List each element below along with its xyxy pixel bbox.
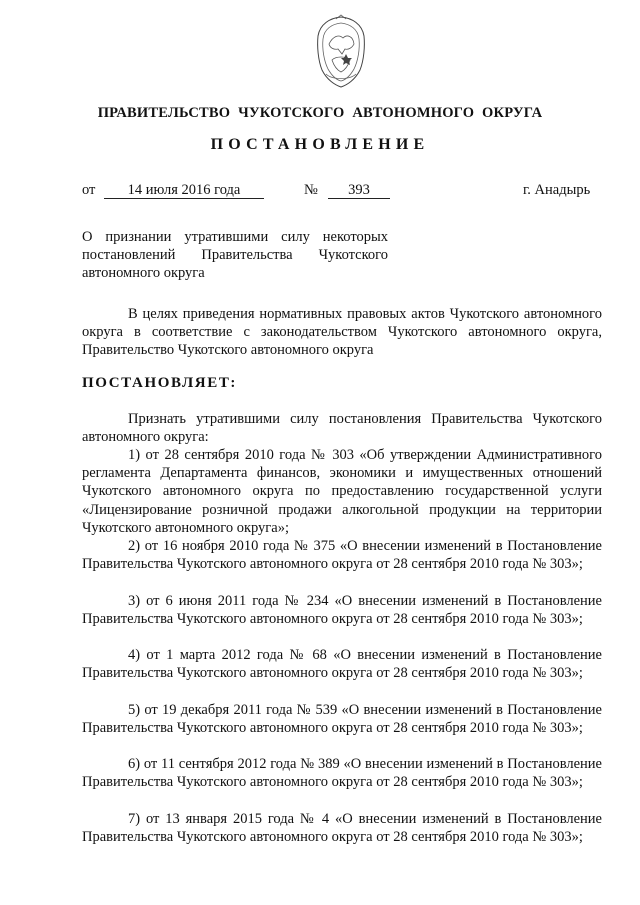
- list-item: 3) от 6 июня 2011 года № 234 «О внесении изменений в Постановление Правительства Чукотского автономного округа от 28 сентября 2010 года № 303»;: [82, 593, 602, 628]
- document-type: ПОСТАНОВЛЕНИЕ: [210, 136, 430, 153]
- list-item: 6) от 11 сентября 2012 года № 389 «О внесении изменений в Постановление Правительства Чукотского автономного округа от 28 сентября 2010 года № 303»;: [82, 756, 602, 791]
- government-title: ПРАВИТЕЛЬСТВО ЧУКОТСКОГО АВТОНОМНОГО ОКРУГА: [97, 105, 543, 121]
- list-item: 5) от 19 декабря 2011 года № 539 «О внесении изменений в Постановление Правительства Чукотского автономного округа от 28 сентября 2010 года № 303»;: [82, 702, 602, 737]
- list-item: 1) от 28 сентября 2010 года № 303 «Об утверждении Административного регламента Департамента финансов, экономики и имущественных отношений Чукотского автономного округа по предоставлению государственной услуги «Лицензирование розничной продажи алкогольной продукции на территории Чукотского автономного округа»;: [82, 447, 602, 536]
- preamble-paragraph: В целях приведения нормативных правовых актов Чукотского автономного округа в соответствие с законодательством Чукотского автономного округа, Правительство Чукотского автономного округа: [82, 306, 602, 359]
- list-item: 7) от 13 января 2015 года № 4 «О внесении изменений в Постановление Правительства Чукотского автономного округа от 28 сентября 2010 года № 303»;: [82, 811, 602, 846]
- intro-paragraph: Признать утратившими силу постановления Правительства Чукотского автономного округа:: [82, 411, 602, 446]
- list-item: 4) от 1 марта 2012 года № 68 «О внесении изменений в Постановление Правительства Чукотского автономного округа от 28 сентября 2010 года № 303»;: [82, 647, 602, 682]
- city-name: г. Анадырь: [523, 182, 591, 198]
- document-date: 14 июля 2016 года: [104, 182, 264, 199]
- document-number: 393: [328, 182, 390, 199]
- document-subject: О признании утратившими силу некоторых постановлений Правительства Чукотского автономного округа: [82, 229, 388, 281]
- date-prefix: от: [82, 182, 96, 198]
- coat-of-arms-emblem: [312, 14, 370, 90]
- number-prefix: №: [304, 182, 318, 198]
- list-item: 2) от 16 ноября 2010 года № 375 «О внесении изменений в Постановление Правительства Чукотского автономного округа от 28 сентября 2010 года № 303»;: [82, 538, 602, 573]
- resolves-heading: ПОСТАНОВЛЯЕТ:: [82, 375, 238, 391]
